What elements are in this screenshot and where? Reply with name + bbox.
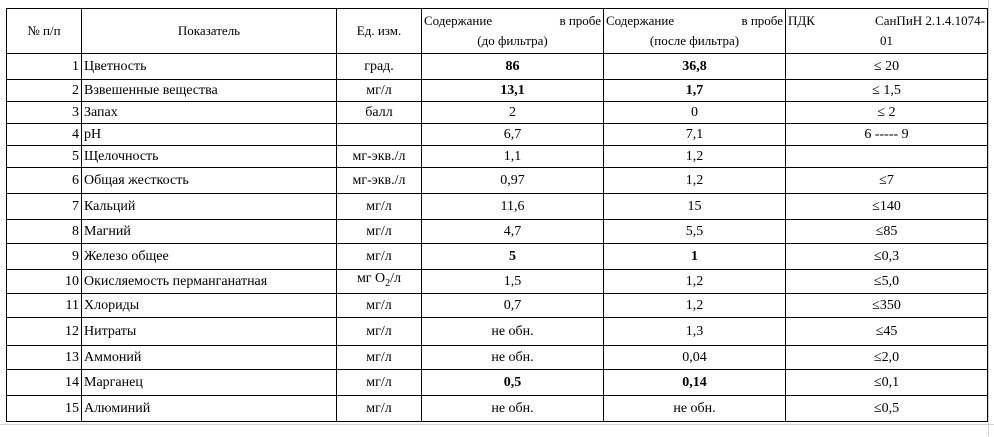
header-after-b: в пробе bbox=[741, 13, 783, 28]
row-name: Общая жесткость bbox=[82, 168, 337, 194]
row-pdk: ≤350 bbox=[786, 294, 988, 318]
row-name: Алюминий bbox=[82, 396, 337, 422]
row-name: Марганец bbox=[82, 370, 337, 396]
row-name: Аммоний bbox=[82, 346, 337, 370]
row-name: Окисляемость перманганатная bbox=[82, 270, 337, 294]
row-unit-main: мг O bbox=[356, 271, 386, 287]
header-before bbox=[422, 9, 604, 54]
row-name: Запах bbox=[82, 102, 337, 124]
row-before: 6,7 bbox=[422, 124, 604, 146]
row-unit: мг/л bbox=[337, 318, 422, 346]
row-pdk: ≤140 bbox=[786, 194, 988, 220]
row-num: 7 bbox=[7, 194, 82, 220]
row-unit bbox=[337, 124, 422, 146]
row-before: 0,5 bbox=[422, 370, 604, 396]
row-unit bbox=[337, 270, 422, 294]
row-before: не обн. bbox=[422, 318, 604, 346]
row-unit-sub: 2 bbox=[385, 277, 391, 289]
table-row bbox=[7, 54, 988, 80]
sheet-row-line bbox=[0, 424, 994, 437]
row-unit: мг/л bbox=[337, 370, 422, 396]
row-unit: мг-экв./л bbox=[337, 168, 422, 194]
row-pdk: ≤0,3 bbox=[786, 244, 988, 270]
header-pdk-b: СанПиН 2.1.4.1074- bbox=[875, 13, 985, 28]
row-num: 1 bbox=[7, 54, 82, 80]
water-analysis-table bbox=[6, 8, 988, 422]
header-before-b: в пробе bbox=[559, 13, 601, 28]
row-unit: мг/л bbox=[337, 220, 422, 244]
row-pdk: ≤2,0 bbox=[786, 346, 988, 370]
row-num: 5 bbox=[7, 146, 82, 168]
row-unit: мг/л bbox=[337, 396, 422, 422]
row-after: 1 bbox=[604, 244, 786, 270]
table-row bbox=[7, 220, 988, 244]
row-after: 0,14 bbox=[604, 370, 786, 396]
row-name: Щелочность bbox=[82, 146, 337, 168]
row-pdk: ≤0,1 bbox=[786, 370, 988, 396]
table-row bbox=[7, 80, 988, 102]
row-after: 1,2 bbox=[604, 294, 786, 318]
row-pdk: ≤45 bbox=[786, 318, 988, 346]
row-before: 13,1 bbox=[422, 80, 604, 102]
header-before-a: Содержание bbox=[424, 13, 493, 28]
header-before-c: (до фильтра) bbox=[477, 33, 548, 48]
row-before: 1,1 bbox=[422, 146, 604, 168]
row-after: 1,7 bbox=[604, 80, 786, 102]
row-num: 11 bbox=[7, 294, 82, 318]
row-unit: мг/л bbox=[337, 194, 422, 220]
row-after: 15 bbox=[604, 194, 786, 220]
row-num: 4 bbox=[7, 124, 82, 146]
header-unit: Ед. изм. bbox=[337, 9, 422, 54]
table-row bbox=[7, 146, 988, 168]
table-row bbox=[7, 102, 988, 124]
row-unit: мг/л bbox=[337, 80, 422, 102]
table-row bbox=[7, 346, 988, 370]
row-before: 0,7 bbox=[422, 294, 604, 318]
row-pdk: ≤7 bbox=[786, 168, 988, 194]
row-before: не обн. bbox=[422, 396, 604, 422]
table-row bbox=[7, 244, 988, 270]
row-name: pH bbox=[82, 124, 337, 146]
table-row bbox=[7, 370, 988, 396]
header-num: № п/п bbox=[7, 9, 82, 54]
row-after: 1,2 bbox=[604, 168, 786, 194]
row-num: 14 bbox=[7, 370, 82, 396]
row-before: 11,6 bbox=[422, 194, 604, 220]
row-after: 36,8 bbox=[604, 54, 786, 80]
table-row bbox=[7, 294, 988, 318]
row-before: не обн. bbox=[422, 346, 604, 370]
row-name: Нитраты bbox=[82, 318, 337, 346]
row-pdk: ≤0,5 bbox=[786, 396, 988, 422]
row-pdk bbox=[786, 146, 988, 168]
row-num: 12 bbox=[7, 318, 82, 346]
row-before: 0,97 bbox=[422, 168, 604, 194]
row-name: Магний bbox=[82, 220, 337, 244]
row-pdk: ≤ 20 bbox=[786, 54, 988, 80]
table-row bbox=[7, 270, 988, 294]
row-after: 0 bbox=[604, 102, 786, 124]
row-after: 0,04 bbox=[604, 346, 786, 370]
header-after-c: (после фильтра) bbox=[649, 33, 740, 48]
row-before: 86 bbox=[422, 54, 604, 80]
row-num: 9 bbox=[7, 244, 82, 270]
header-after-a: Содержание bbox=[606, 13, 675, 28]
row-pdk: 6 ----- 9 bbox=[786, 124, 988, 146]
header-pdk-a: ПДК bbox=[788, 13, 815, 28]
header-pdk-c: 01 bbox=[880, 33, 893, 48]
row-name: Цветность bbox=[82, 54, 337, 80]
row-num: 6 bbox=[7, 168, 82, 194]
row-num: 8 bbox=[7, 220, 82, 244]
header-after bbox=[604, 9, 786, 54]
table-row bbox=[7, 194, 988, 220]
row-after: 1,2 bbox=[604, 270, 786, 294]
row-unit: град. bbox=[337, 54, 422, 80]
sheet-grid-line bbox=[988, 0, 994, 436]
row-unit: мг/л bbox=[337, 346, 422, 370]
row-unit: мг-экв./л bbox=[337, 146, 422, 168]
header-row bbox=[7, 9, 988, 54]
table-row bbox=[7, 318, 988, 346]
table-row bbox=[7, 124, 988, 146]
row-name: Кальций bbox=[82, 194, 337, 220]
row-before: 4,7 bbox=[422, 220, 604, 244]
row-name: Взвешенные вещества bbox=[82, 80, 337, 102]
row-after: 1,3 bbox=[604, 318, 786, 346]
row-num: 3 bbox=[7, 102, 82, 124]
row-unit-tail: /л bbox=[390, 271, 402, 287]
row-after: не обн. bbox=[604, 396, 786, 422]
row-pdk: ≤ 1,5 bbox=[786, 80, 988, 102]
row-num: 15 bbox=[7, 396, 82, 422]
row-name: Железо общее bbox=[82, 244, 337, 270]
row-before: 1,5 bbox=[422, 270, 604, 294]
header-name: Показатель bbox=[82, 9, 337, 54]
row-num: 2 bbox=[7, 80, 82, 102]
table-row bbox=[7, 168, 988, 194]
row-after: 1,2 bbox=[604, 146, 786, 168]
row-pdk: ≤85 bbox=[786, 220, 988, 244]
row-num: 13 bbox=[7, 346, 82, 370]
row-before: 5 bbox=[422, 244, 604, 270]
row-after: 7,1 bbox=[604, 124, 786, 146]
table-row bbox=[7, 396, 988, 422]
row-unit: мг/л bbox=[337, 244, 422, 270]
row-num: 10 bbox=[7, 270, 82, 294]
row-unit: мг/л bbox=[337, 294, 422, 318]
row-after: 5,5 bbox=[604, 220, 786, 244]
row-unit: балл bbox=[337, 102, 422, 124]
row-before: 2 bbox=[422, 102, 604, 124]
header-pdk bbox=[786, 9, 988, 54]
row-pdk: ≤ 2 bbox=[786, 102, 988, 124]
row-pdk: ≤5,0 bbox=[786, 270, 988, 294]
row-name: Хлориды bbox=[82, 294, 337, 318]
